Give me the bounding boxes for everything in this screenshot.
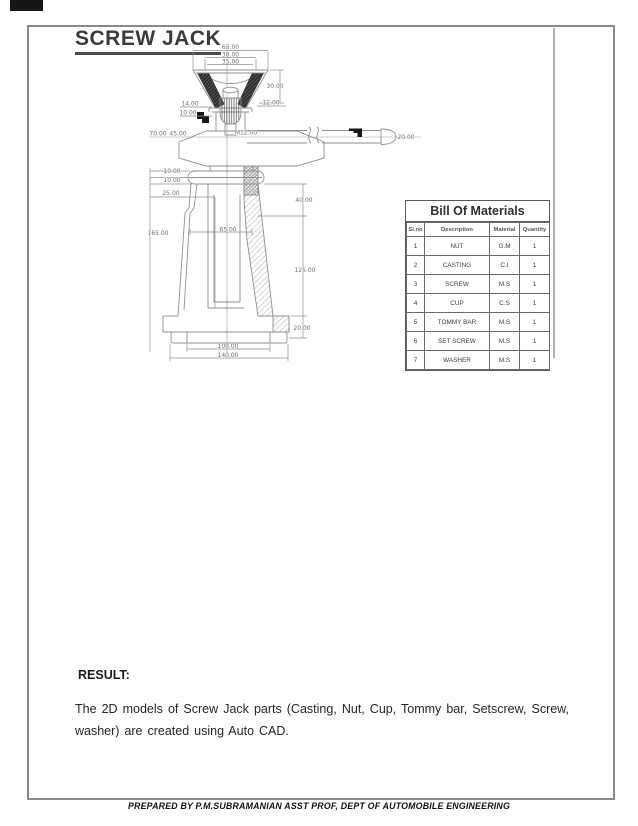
bom-cell: SCREW: [425, 275, 490, 294]
bom-cell: C.S: [490, 294, 520, 313]
dim-cup-right: 12.00: [262, 99, 280, 107]
tommy-bar: [247, 127, 396, 145]
dim-cup-left: 14.00: [181, 100, 199, 108]
bom-cell: TOMMY BAR: [425, 313, 490, 332]
footer-credit: PREPARED BY P.M.SUBRAMANIAN ASST PROF, DEPT OF AUTOMOBILE ENGINEERING: [127, 801, 510, 811]
dimension-labels: [148, 44, 415, 359]
dim-head-height: 70.00: [149, 130, 167, 138]
bom-cell: M.S: [490, 351, 520, 370]
screw-head: [220, 87, 241, 135]
dimension-lines: [147, 51, 307, 362]
bom-cell: NUT: [425, 237, 490, 256]
dim-bore-depth: 40.00: [295, 197, 313, 204]
dim-body-width: 65.00: [219, 226, 237, 234]
table-row: [407, 332, 550, 351]
dim-base-outer: 140.00: [217, 352, 239, 359]
bom-cell: 3: [407, 275, 425, 294]
bom-col-material: Material: [490, 223, 520, 237]
bom-cell: 1: [520, 351, 550, 370]
dim-collar: 25.00: [162, 190, 180, 197]
drawing-title: SCREW JACK: [75, 27, 221, 55]
dim-inner-width: 35.00: [221, 58, 240, 66]
table-row: [407, 351, 550, 370]
bom-cell: 1: [520, 275, 550, 294]
dim-thread: M12.00: [234, 129, 258, 137]
bom-cell: 1: [520, 332, 550, 351]
dim-flange-t1: 10.00: [163, 168, 181, 175]
bom-col-quantity: Quantity: [520, 223, 550, 237]
bom-cell: 1: [520, 313, 550, 332]
dim-body-height: 125.00: [294, 267, 316, 274]
bill-of-materials-table: [405, 200, 550, 371]
dim-bar-dia: 20.00: [397, 134, 415, 141]
bom-cell: 4: [407, 294, 425, 313]
bom-cell: G.M: [490, 237, 520, 256]
result-heading: RESULT:: [78, 668, 130, 682]
bom-cell: C.I: [490, 256, 520, 275]
screw-jack-drawing: [144, 42, 426, 364]
drawing-right-divider: [553, 28, 555, 358]
bom-col-slno: Sl.no: [407, 223, 425, 237]
bom-cell: 1: [520, 237, 550, 256]
bom-cell: M.S: [490, 332, 520, 351]
dim-base-height: 20.00: [293, 325, 311, 332]
table-row: [407, 313, 550, 332]
bom-cell: 2: [407, 256, 425, 275]
dim-mid-width: 38.00: [221, 51, 240, 59]
bom-title: Bill Of Materials: [406, 201, 549, 222]
bom-cell: M.S: [490, 275, 520, 294]
bom-cell: SET SCREW: [425, 332, 490, 351]
base: [163, 316, 289, 343]
bom-cell: CASTING: [425, 256, 490, 275]
bom-cell: 5: [407, 313, 425, 332]
bom-cell: WASHER: [425, 351, 490, 370]
table-row: [407, 237, 550, 256]
table-row: [407, 256, 550, 275]
casting-body: [178, 166, 273, 316]
bom-cell: CUP: [425, 294, 490, 313]
bom-header-row: [407, 223, 550, 237]
bom-cell: M.S: [490, 313, 520, 332]
bom-cell: 7: [407, 351, 425, 370]
dim-top-width: 65.00: [221, 44, 240, 51]
dim-total-height: 165.00: [147, 230, 169, 237]
dim-cup-height: 30.00: [266, 83, 284, 90]
bom-col-description: Description: [425, 223, 490, 237]
table-row: [407, 294, 550, 313]
bom-cell: 6: [407, 332, 425, 351]
set-screw: [197, 112, 209, 123]
dim-head-width: 45.00: [169, 130, 187, 138]
top-left-black-mark: [10, 0, 43, 11]
dim-cup-neck: 10.00: [179, 109, 197, 117]
bom-cell: 1: [520, 294, 550, 313]
leader-arrow: [349, 129, 362, 138]
dim-base-inner: 100.00: [217, 343, 239, 350]
dim-flange-t2: 10.00: [163, 177, 181, 184]
table-row: [407, 275, 550, 294]
result-paragraph: The 2D models of Screw Jack parts (Casting, Nut, Cup, Tommy bar, Setscrew, Screw, washer) are created using Auto CAD.: [75, 702, 569, 738]
bom-cell: 1: [520, 256, 550, 275]
bom-cell: 1: [407, 237, 425, 256]
